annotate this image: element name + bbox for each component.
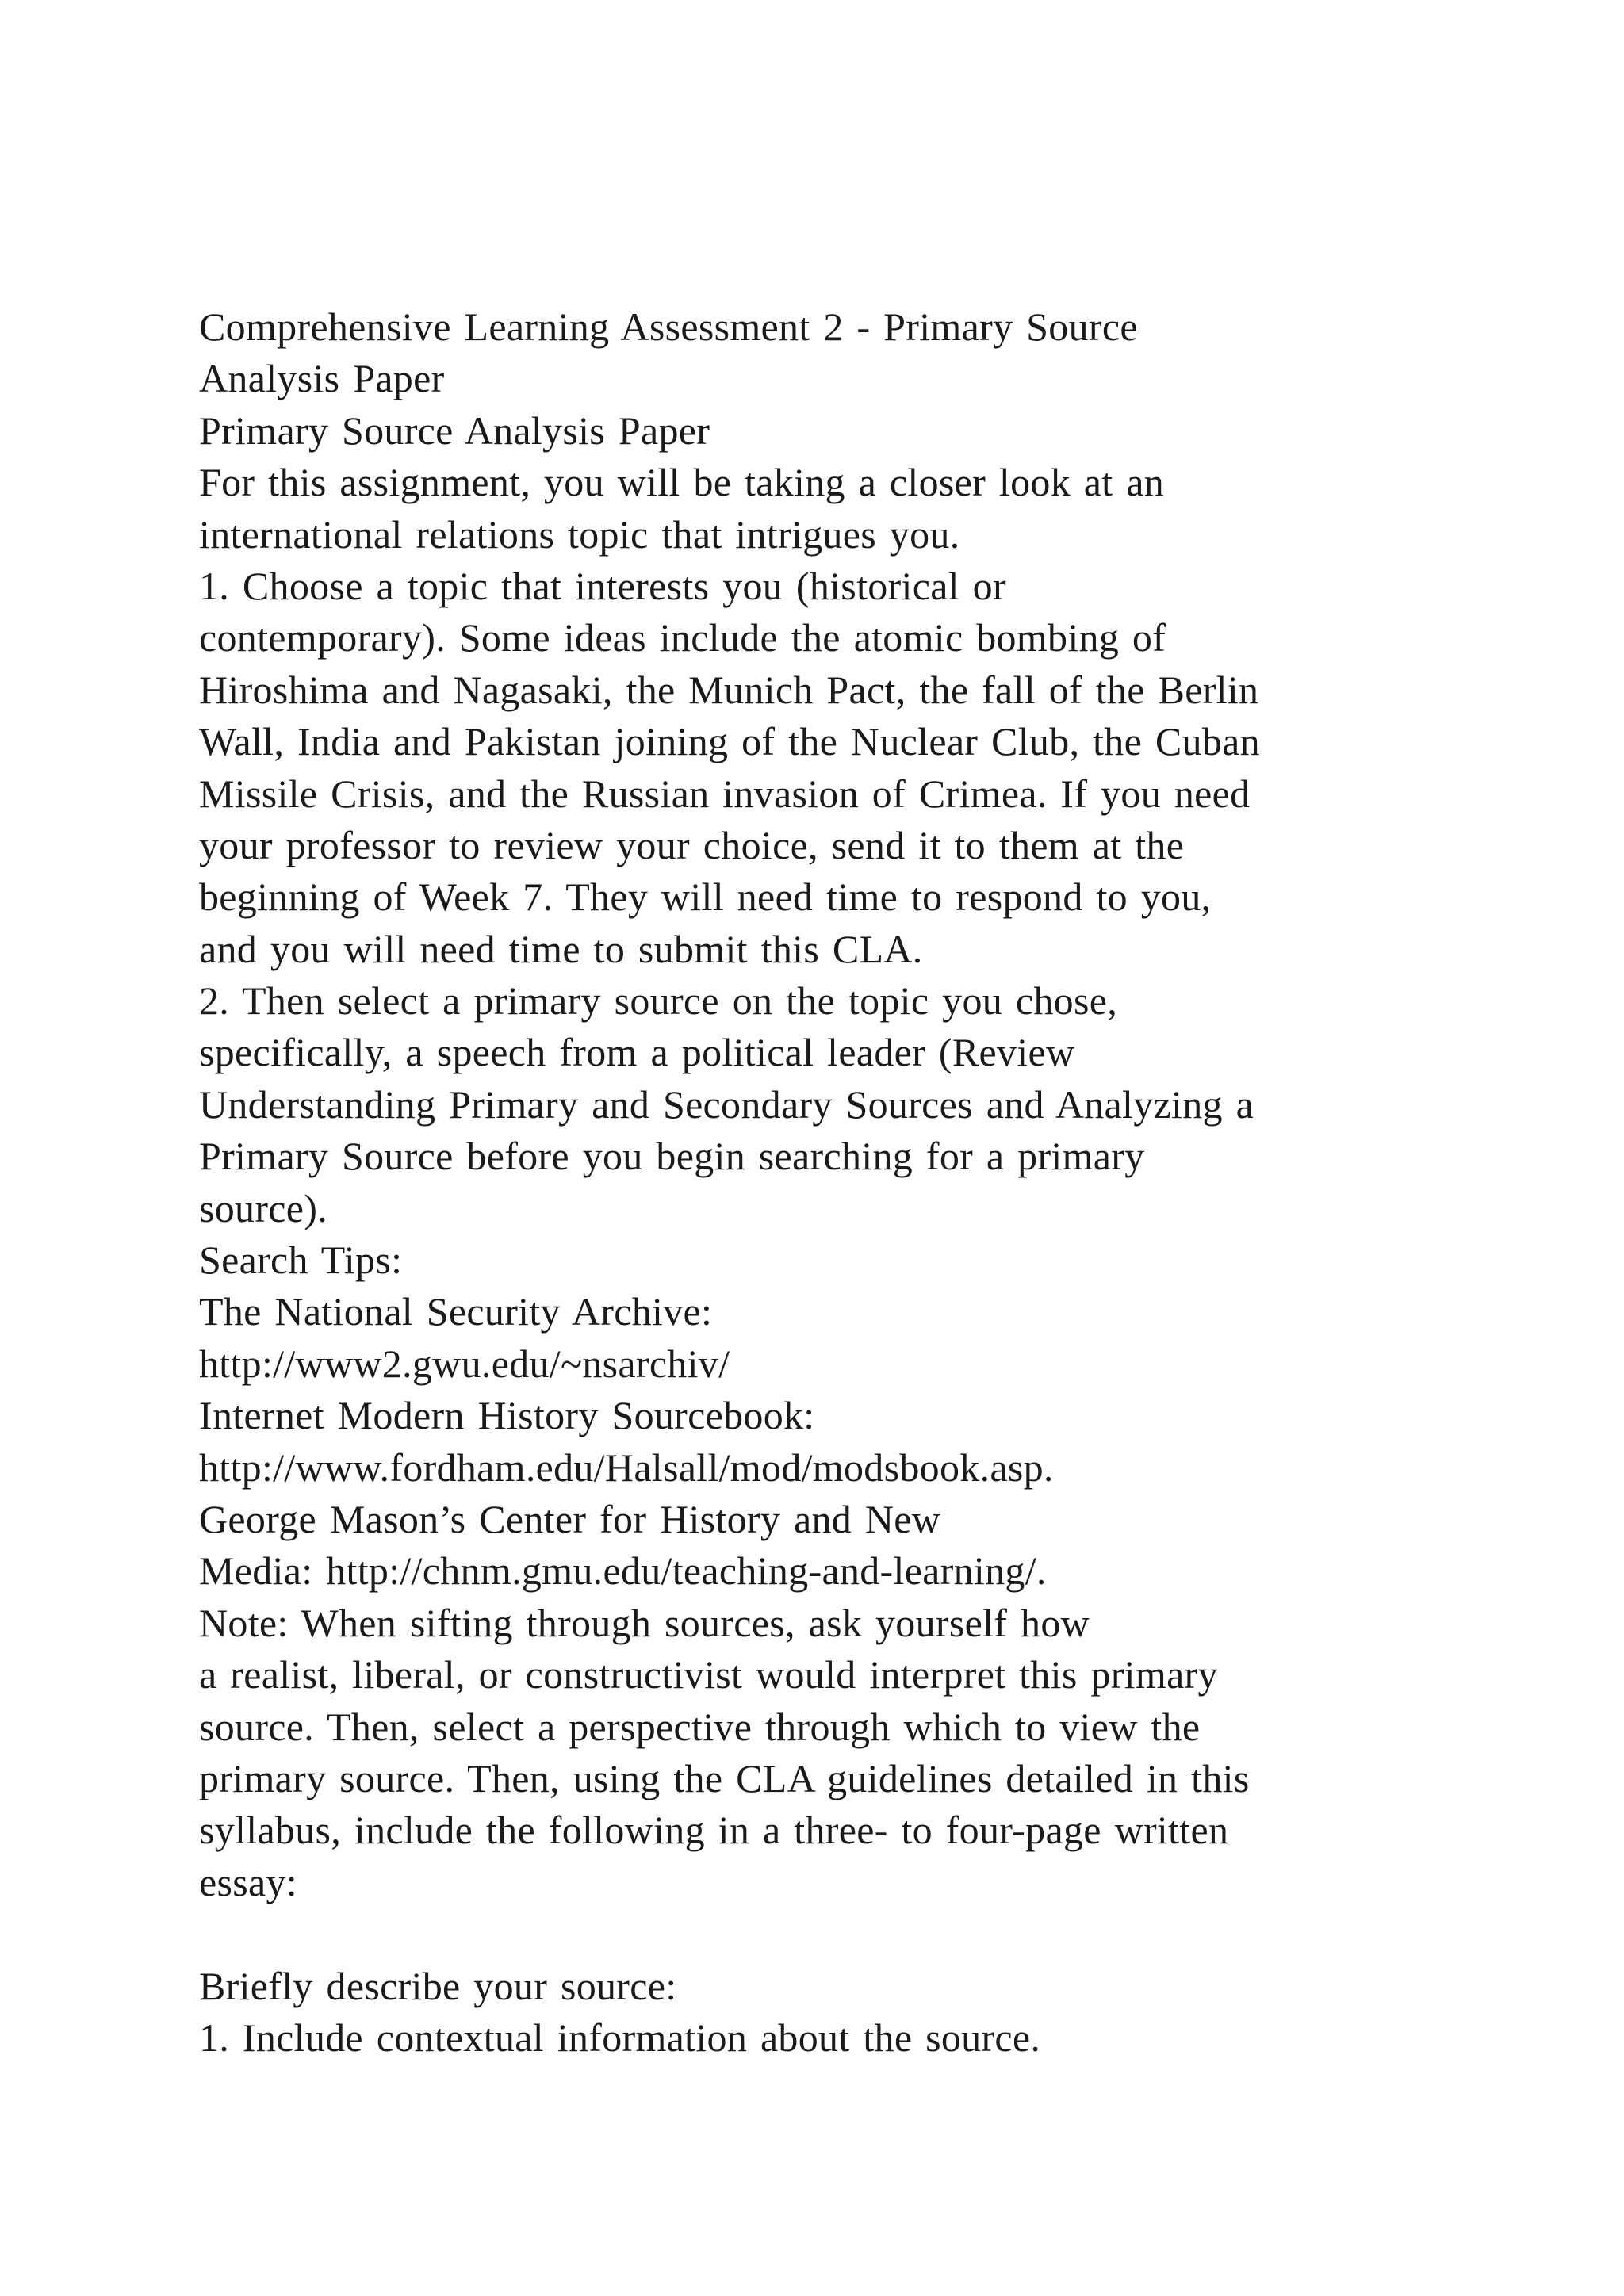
text-line: and you will need time to submit this CLA. (199, 926, 923, 971)
text-line: Briefly describe your source: (199, 1963, 677, 2008)
document-title-line-2: Analysis Paper (199, 356, 445, 401)
source-name: George Mason’s Center for History and New (199, 1496, 941, 1541)
blank-line (199, 1908, 1436, 1960)
text-line: Hiroshima and Nagasaki, the Munich Pact, the fall of the Berlin (199, 667, 1259, 712)
text-line: 2. Then select a primary source on the topic you chose, (199, 978, 1118, 1024)
text-line: Missile Crisis, and the Russian invasion of Crimea. If you need (199, 771, 1251, 816)
text-line: specifically, a speech from a political leader (Review (199, 1030, 1075, 1075)
text-line: international relations topic that intrigues you. (199, 511, 960, 557)
source-name: The National Security Archive: (199, 1289, 713, 1334)
text-line: primary source. Then, using the CLA guidelines detailed in this (199, 1755, 1250, 1800)
text-line: syllabus, include the following in a three- to four-page written (199, 1808, 1229, 1853)
text-line: contemporary). Some ideas include the atomic bombing of (199, 615, 1166, 660)
text-line: beginning of Week 7. They will need time to respond to you, (199, 874, 1212, 920)
text-line: Wall, India and Pakistan joining of the Nuclear Club, the Cuban (199, 719, 1260, 764)
source-url: http://www2.gwu.edu/~nsarchiv/ (199, 1341, 730, 1386)
document-title-line-1: Comprehensive Learning Assessment 2 - Primary Source (199, 304, 1138, 349)
search-tips-heading: Search Tips: (199, 1238, 403, 1283)
text-line: a realist, liberal, or constructivist would interpret this primary (199, 1652, 1218, 1697)
text-line: Understanding Primary and Secondary Sources and Analyzing a (199, 1081, 1254, 1127)
text-line: Primary Source before you begin searching for a primary (199, 1134, 1145, 1179)
text-line: For this assignment, you will be taking a closer look at an (199, 460, 1165, 505)
text-line: source. Then, select a perspective through which to view the (199, 1704, 1201, 1749)
document-subtitle: Primary Source Analysis Paper (199, 408, 710, 453)
text-line: source). (199, 1185, 328, 1230)
text-line: 1. Choose a topic that interests you (historical or (199, 563, 1006, 608)
text-line: your professor to review your choice, send it to them at the (199, 822, 1185, 867)
text-line: essay: (199, 1859, 297, 1904)
text-line: Note: When sifting through sources, ask yourself how (199, 1600, 1090, 1645)
source-name: Internet Modern History Sourcebook: (199, 1393, 815, 1438)
document-body (199, 301, 1436, 2064)
text-line: 1. Include contextual information about the source. (199, 2015, 1041, 2060)
source-url: http://www.fordham.edu/Halsall/mod/modsbook.asp. (199, 1445, 1054, 1490)
source-url: Media: http://chnm.gmu.edu/teaching-and-learning/. (199, 1548, 1047, 1594)
